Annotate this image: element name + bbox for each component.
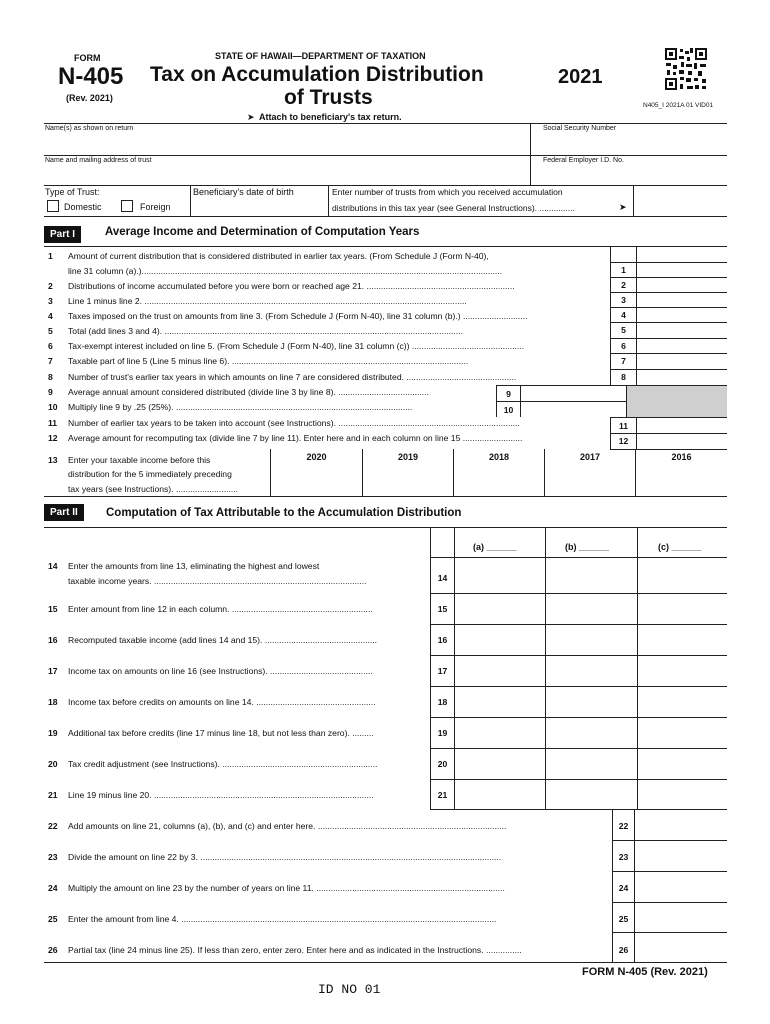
line-number: 13 [48,455,58,465]
line-19-col-c[interactable] [639,719,726,747]
line-3-text: Line 1 minus line 2. ....................................................................................................................................... [68,296,467,306]
line-19-text: Additional tax before credits (line 17 minus line 18, but not less than zero). ......... [68,728,374,738]
ssn-field[interactable] [534,134,724,154]
line-24-input[interactable] [636,873,726,901]
line-18-col-b[interactable] [547,688,636,716]
line-1-input[interactable] [638,263,726,276]
line-number: 25 [48,914,58,924]
year-col-2019: 2019 [397,452,419,462]
line-25-input[interactable] [636,904,726,931]
names-field[interactable] [46,134,526,154]
col-c-header: (c) ______ [658,542,702,552]
line-20-col-a[interactable] [456,750,544,778]
box-9-num: 9 [506,389,511,399]
year-col-2018: 2018 [488,452,510,462]
domestic-checkbox[interactable] [47,200,59,212]
line-number: 15 [48,604,58,614]
arrow-right-icon: ➤ [247,112,255,122]
line-number: 1 [48,251,53,261]
line-25-text: Enter the amount from line 4. .................................................................................................................................... [68,914,497,924]
line-4-text: Taxes imposed on the trust on amounts from line 3. (From Schedule J (Form N-40), line 31 column (b).) ........................... [68,311,528,321]
line-18-text: Income tax before credits on amounts on line 14. .................................................. [68,697,376,707]
line-number: 20 [48,759,58,769]
line-19-col-b[interactable] [547,719,636,747]
dob-label: Beneficiary's date of birth [193,187,294,197]
part2-label: Part II [44,504,84,521]
box-3-num: 3 [621,295,626,305]
box-21-num: 21 [437,790,448,800]
line-20-text: Tax credit adjustment (see Instructions). ................................................................. [68,759,378,769]
box-26-num: 26 [618,945,629,955]
box-2-num: 2 [621,280,626,290]
line-19-col-a[interactable] [456,719,544,747]
line-13-input-2018[interactable] [455,466,542,494]
agency-name: STATE OF HAWAII—DEPARTMENT OF TAXATION [215,51,426,61]
line-20-col-c[interactable] [639,750,726,778]
box-22-num: 22 [618,821,629,831]
line-1-text: Amount of current distribution that is considered distributed in earlier tax years. (From Schedule J (Form N-40), [68,251,489,261]
box-16-num: 16 [437,635,448,645]
line-14-text-1: Enter the amounts from line 13, eliminating the highest and lowest [68,561,320,571]
line-2-input[interactable] [638,278,726,291]
part1-label: Part I [44,226,81,243]
num-trusts-label-2: distributions in this tax year (see General Instructions). ............... [332,203,575,213]
line-6-input[interactable] [638,339,726,352]
line-15-text: Enter amount from line 12 in each column. ........................................................... [68,604,373,614]
box-20-num: 20 [437,759,448,769]
form-title-line2: of Trusts [284,86,373,109]
line-16-text: Recomputed taxable income (add lines 14 and 15). ............................................... [68,635,378,645]
num-trusts-label-1: Enter number of trusts from which you received accumulation [332,187,563,197]
line-13-input-2019[interactable] [364,466,451,494]
line-13-input-2020[interactable] [272,466,360,494]
fein-label: Federal Employer I.D. No. [543,157,624,164]
line-number: 21 [48,790,58,800]
line-number: 22 [48,821,58,831]
line-number: 26 [48,945,58,955]
num-trusts-field[interactable] [636,188,724,214]
line-4-input[interactable] [638,308,726,321]
foreign-checkbox[interactable] [121,200,133,212]
box-14-num: 14 [437,573,448,583]
part2-title: Computation of Tax Attributable to the Accumulation Distribution [106,507,462,519]
form-title-line1: Tax on Accumulation Distribution [150,63,484,86]
tax-year: 2021 [558,66,603,88]
form-word: FORM [74,53,101,63]
line-number: 8 [48,372,53,382]
year-col-2016: 2016 [671,452,692,462]
col-b-header: (b) ______ [565,542,610,552]
attach-instruction: Attach to beneficiary's tax return. [259,112,402,122]
year-col-2020: 2020 [306,452,327,462]
line-17-col-a[interactable] [456,657,544,685]
line-15-col-b[interactable] [547,595,636,623]
line-14-col-b[interactable] [547,559,636,592]
id-number: ID NO 01 [318,982,381,997]
box-1-num: 1 [621,265,626,275]
line-14-col-a[interactable] [456,559,544,592]
box-7-num: 7 [621,356,626,366]
trust-name-label: Name and mailing address of trust [45,157,152,164]
line-16-col-a[interactable] [456,626,544,654]
line-number: 14 [48,561,58,571]
line-9-text: Average annual amount considered distributed (divide line 3 by line 8). ...................................... [68,387,429,397]
line-number: 18 [48,697,58,707]
domestic-label: Domestic [64,202,102,212]
line-26-input[interactable] [636,934,726,961]
line-21-col-b[interactable] [547,781,636,808]
line-13-input-2016[interactable] [637,466,725,494]
line-21-text: Line 19 minus line 20. ............................................................................................ [68,790,374,800]
line-12-input[interactable] [638,434,726,448]
line-24-text: Multiply the amount on line 23 by the number of years on line 11. ............................................................................... [68,883,505,893]
line-number: 12 [48,433,58,443]
line-number: 24 [48,883,58,893]
box-6-num: 6 [621,341,626,351]
line-number: 17 [48,666,58,676]
names-label: Name(s) as shown on return [45,125,134,132]
line-21-col-a[interactable] [456,781,544,808]
fein-field[interactable] [534,166,724,184]
line-18-col-a[interactable] [456,688,544,716]
foreign-label: Foreign [140,202,171,212]
line-8-input[interactable] [638,370,726,384]
box-12-num: 12 [618,436,629,446]
line-23-input[interactable] [636,842,726,870]
line-number: 16 [48,635,58,645]
line-10-input[interactable] [522,403,625,416]
box-17-num: 17 [437,666,448,676]
line-2-text: Distributions of income accumulated before you were born or reached age 21. .............................................................. [68,281,515,291]
line-16-col-b[interactable] [547,626,636,654]
box-8-num: 8 [621,372,626,382]
type-of-trust-label: Type of Trust: [45,187,100,197]
ssn-label: Social Security Number [543,125,617,132]
form-code: N405_I 2021A 01 VID01 [643,102,714,109]
line-number: 3 [48,296,53,306]
line-26-text: Partial tax (line 24 minus line 25). If less than zero, enter zero. Enter here and as indicated in the Instructions. ............... [68,945,522,955]
line-6-text: Tax-exempt interest included on line 5. (From Schedule J (Form N-40), line 31 column (c)) ............................................... [68,341,525,351]
line-number: 4 [48,311,53,321]
box-10-num: 10 [503,405,514,415]
dob-field[interactable] [194,199,324,214]
line-10-text: Multiply line 9 by .25 (25%). ................................................................................................... [68,402,413,412]
line-number: 6 [48,341,53,351]
line-7-text: Taxable part of line 5 (Line 5 minus line 6). ................................................................................................... [68,356,469,366]
arrow-right-icon: ➤ [619,202,627,212]
box-19-num: 19 [437,728,448,738]
line-13-text-3: tax years (see Instructions). .......................... [68,484,239,494]
line-13-text-1: Enter your taxable income before this [68,455,211,465]
line-14-col-c[interactable] [639,559,726,592]
box-25-num: 25 [618,914,629,924]
trust-name-field[interactable] [46,166,526,184]
line-9-input[interactable] [522,387,625,400]
line-11-input[interactable] [638,418,726,432]
line-number: 11 [48,418,58,428]
line-17-col-b[interactable] [547,657,636,685]
line-1-text-cont: line 31 column (a).)....................................................................................................................................................... [68,266,503,276]
line-number: 7 [48,356,53,366]
line-15-col-c[interactable] [639,595,726,623]
line-7-input[interactable] [638,354,726,368]
line-18-col-c[interactable] [639,688,726,716]
box-4-num: 4 [621,310,626,320]
line-number: 2 [48,281,53,291]
line-20-col-b[interactable] [547,750,636,778]
box-11-num: 11 [618,421,629,431]
box-5-num: 5 [621,325,626,335]
year-col-2017: 2017 [579,452,601,462]
line-number: 5 [48,326,53,336]
line-number: 9 [48,387,53,397]
line-15-col-a[interactable] [456,595,544,623]
line-16-col-c[interactable] [639,626,726,654]
line-12-text: Average amount for recomputing tax (divide line 7 by line 11). Enter here and in each column on line 15 ......................... [68,433,523,443]
line-8-text: Number of trust's earlier tax years in which amounts on line 7 are considered distributed. .............................................. [68,372,517,382]
line-3-input[interactable] [638,293,726,306]
line-5-text: Total (add lines 3 and 4). ............................................................................................................................. [68,326,463,336]
qr-code-icon [664,47,708,91]
form-revision: (Rev. 2021) [66,93,113,103]
line-13-text-2: distribution for the 5 immediately preceding [68,469,232,479]
box-18-num: 18 [437,697,448,707]
footer-form-rev: FORM N-405 (Rev. 2021) [582,966,708,978]
col-a-header: (a) ______ [473,542,517,552]
line-5-input[interactable] [638,323,726,337]
line-11-text: Number of earlier tax years to be taken into account (see Instructions). ............................................................................ [68,418,520,428]
line-17-col-c[interactable] [639,657,726,685]
line-number: 23 [48,852,58,862]
line-23-text: Divide the amount on line 22 by 3. .............................................................................................................................. [68,852,502,862]
box-15-num: 15 [437,604,448,614]
line-number: 19 [48,728,58,738]
line-22-text: Add amounts on line 21, columns (a), (b), and (c) and enter here. ............................................................................... [68,821,507,831]
shaded-area [627,386,727,417]
line-13-input-2017[interactable] [546,466,633,494]
box-24-num: 24 [618,883,629,893]
form-number: N-405 [58,63,124,90]
line-14-text-2: taxable income years. ......................................................................................... [68,576,367,586]
line-22-input[interactable] [636,811,726,839]
box-23-num: 23 [618,852,629,862]
line-21-col-c[interactable] [639,781,726,808]
line-number: 10 [48,402,58,412]
line-17-text: Income tax on amounts on line 16 (see Instructions). ........................................... [68,666,373,676]
part1-title: Average Income and Determination of Computation Years [105,226,420,238]
